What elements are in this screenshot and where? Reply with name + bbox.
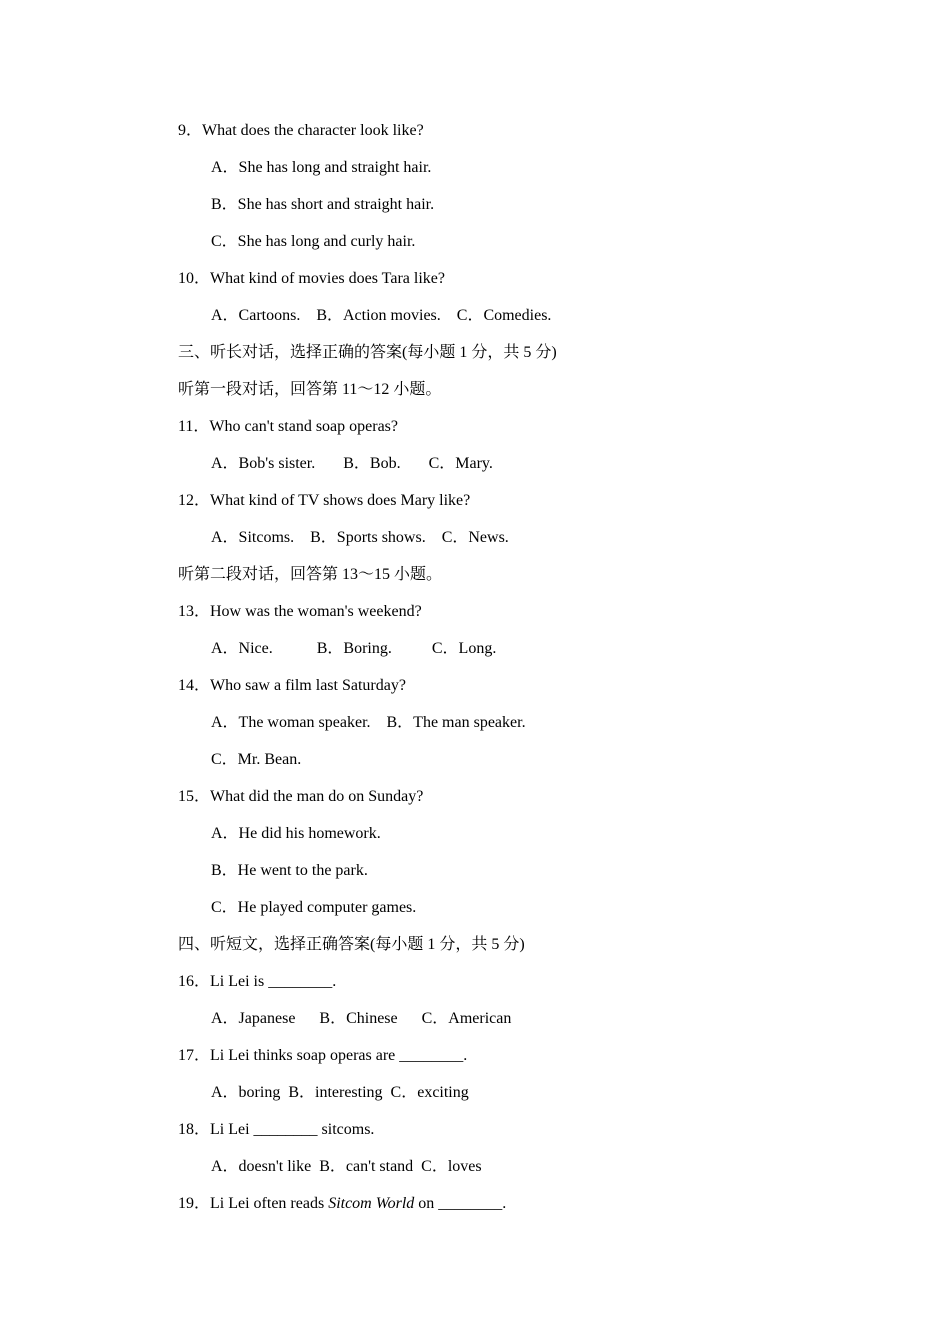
question-text: 12．What kind of TV shows does Mary like?: [178, 492, 471, 509]
answer-options: A．He did his homework.: [211, 825, 381, 842]
question-prefix: 19．Li Lei often reads: [178, 1195, 329, 1212]
answer-options: B．He went to the park.: [211, 862, 368, 879]
answer-options: C．Mr. Bean.: [211, 751, 302, 768]
question-text: [178, 1194, 506, 1214]
question-text: 18．Li Lei ________ sitcoms.: [178, 1121, 375, 1138]
question-text: 9．What does the character look like?: [178, 122, 424, 139]
section-heading: 听第二段对话，回答第 13～15 小题。: [178, 566, 443, 583]
question-text: 10．What kind of movies does Tara like?: [178, 270, 445, 287]
question-text: 11．Who can't stand soap operas?: [178, 418, 399, 435]
answer-options: A．Nice. B．Boring. C．Long.: [211, 640, 497, 657]
answer-options: A．doesn't like B．can't stand C．loves: [211, 1158, 482, 1175]
answer-options: A．boring B．interesting C．exciting: [211, 1084, 469, 1101]
answer-options: A．Bob's sister. B．Bob. C．Mary.: [211, 455, 493, 472]
answer-options: C．He played computer games.: [211, 899, 417, 916]
question-suffix: on ________.: [414, 1195, 507, 1212]
answer-options: C．She has long and curly hair.: [211, 233, 416, 250]
section-heading: 四、听短文，选择正确答案(每小题 1 分，共 5 分): [178, 936, 525, 953]
answer-options: A．She has long and straight hair.: [211, 159, 432, 176]
question-text: 13．How was the woman's weekend?: [178, 603, 422, 620]
section-heading: 听第一段对话，回答第 11～12 小题。: [178, 381, 442, 398]
answer-options: A．Japanese B．Chinese C．American: [211, 1010, 512, 1027]
answer-options: B．She has short and straight hair.: [211, 196, 435, 213]
question-text: 14．Who saw a film last Saturday?: [178, 677, 406, 694]
question-text: 15．What did the man do on Sunday?: [178, 788, 424, 805]
magazine-title: Sitcom World: [328, 1195, 415, 1212]
section-heading: 三、听长对话，选择正确的答案(每小题 1 分，共 5 分): [178, 344, 557, 361]
question-text: 17．Li Lei thinks soap operas are ________.: [178, 1047, 468, 1064]
answer-options: A．The woman speaker. B．The man speaker.: [211, 714, 526, 731]
answer-options: A．Sitcoms. B．Sports shows. C．News.: [211, 529, 509, 546]
answer-options: A．Cartoons. B．Action movies. C．Comedies.: [211, 307, 552, 324]
question-text: 16．Li Lei is ________.: [178, 973, 337, 990]
